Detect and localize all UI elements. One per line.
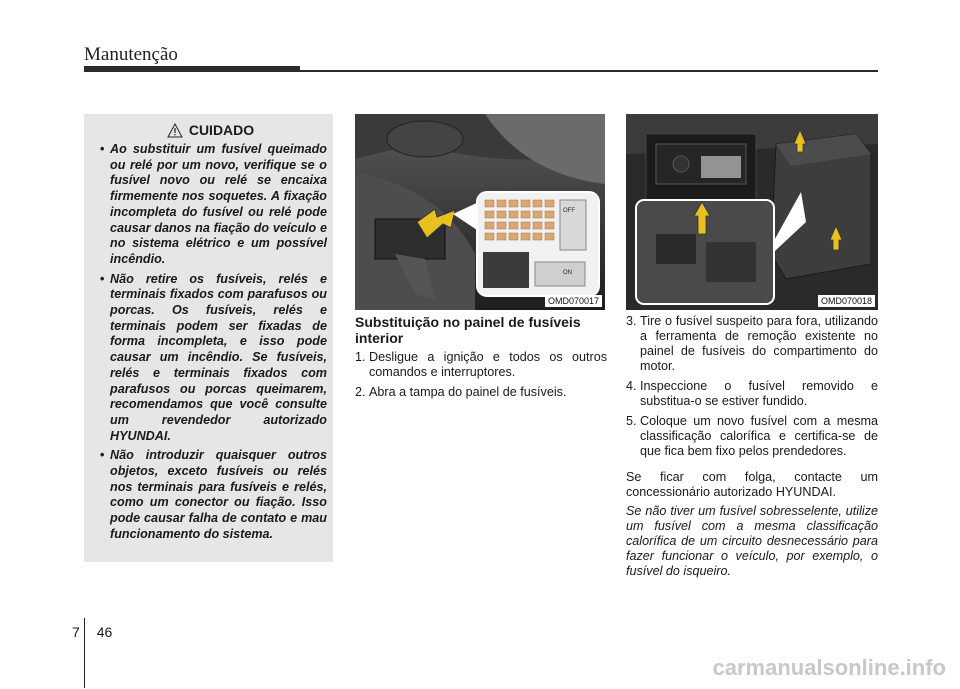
interior-fuse-panel-photo: [355, 114, 605, 310]
step-number: 5.: [626, 414, 637, 428]
spare-fuse-note: Se não tiver um fusível sobresselente, utilize um fusível com a mesma classificação calorífica de um circuito desnecessário para fazer funcionar o veículo, por exemplo, o fusível do isqueiro.: [626, 504, 878, 578]
image-code: OMD070018: [818, 295, 875, 307]
step-item: [355, 385, 607, 400]
watermark: carmanualsonline.info: [712, 655, 946, 680]
engine-illustration: [626, 114, 878, 310]
section-title: Substituição no painel de fusíveis interior: [355, 314, 581, 346]
caution-list: [94, 142, 327, 543]
image-code: OMD070017: [545, 295, 602, 307]
step-number: 2.: [355, 385, 366, 399]
step-text: Tire o fusível suspeito para fora, utilizando a ferramenta de remoção existente no painel de fusíveis do compartimento do motor.: [640, 314, 878, 373]
page-number: [72, 624, 112, 640]
header-bar: [84, 66, 300, 72]
caution-item: • Não introduzir quaisquer outros objetos, exceto fusíveis ou relés nos terminais para fusíveis e relés, como um conector ou fiação. Isso pode causar falha de contato e mau funcionamento do sistema.: [94, 448, 327, 542]
switch-off-label: OFF: [563, 208, 575, 214]
dealer-paragraph: Se ficar com folga, contacte um concessionário autorizado HYUNDAI.: [626, 470, 878, 499]
header-title: Manutenção: [84, 44, 178, 65]
section-number: 7: [72, 624, 80, 640]
step-number: 4.: [626, 379, 637, 393]
dashboard-illustration: [355, 114, 605, 310]
warning-icon: [167, 123, 183, 138]
engine-fuse-box-photo: [626, 114, 878, 310]
step-item: [626, 379, 878, 409]
step-item: [626, 414, 878, 459]
step-text: Inspeccione o fusível removido e substitua-o se estiver fundido.: [640, 379, 878, 408]
step-number: 1.: [355, 350, 366, 364]
header-rule: [300, 70, 878, 72]
steps-list-continued: [626, 314, 878, 464]
page-number-value: 46: [96, 624, 113, 640]
step-item: [626, 314, 878, 374]
switch-on-label: ON: [563, 270, 572, 276]
step-item: [355, 350, 607, 380]
caution-item: • Não retire os fusíveis, relés e terminais fixados com parafusos ou porcas. Os fusíveis, relés e terminais podem ser fixadas de forma incompleta, e isso pode causar um incêndio. Se fusíveis, relés e terminais fixados com parafusos ou porcas queimarem, recomendamos que você consulte um revendedor autorizado HYUNDAI.: [94, 272, 327, 445]
caution-box: [84, 114, 333, 562]
step-text: Coloque um novo fusível com a mesma classificação calorífica e certifica-se de que fica bem fixo pelos prendedores.: [640, 414, 878, 458]
caution-item: • Ao substituir um fusível queimado ou relé por um novo, verifique se o fusível novo ou relé se encaixa firmemente nos soquetes. A fixação incompleta do fusível ou relé pode causar danos na fiação do veículo e no sistema elétrico e um possível incêndio.: [94, 142, 327, 268]
caution-title: CUIDADO: [188, 122, 255, 138]
steps-list: [355, 350, 607, 405]
step-number: 3.: [626, 314, 637, 328]
step-text: Abra a tampa do painel de fusíveis.: [369, 385, 567, 399]
caution-heading: [94, 122, 327, 138]
step-text: Desligue a ignição e todos os outros comandos e interruptores.: [369, 350, 607, 379]
